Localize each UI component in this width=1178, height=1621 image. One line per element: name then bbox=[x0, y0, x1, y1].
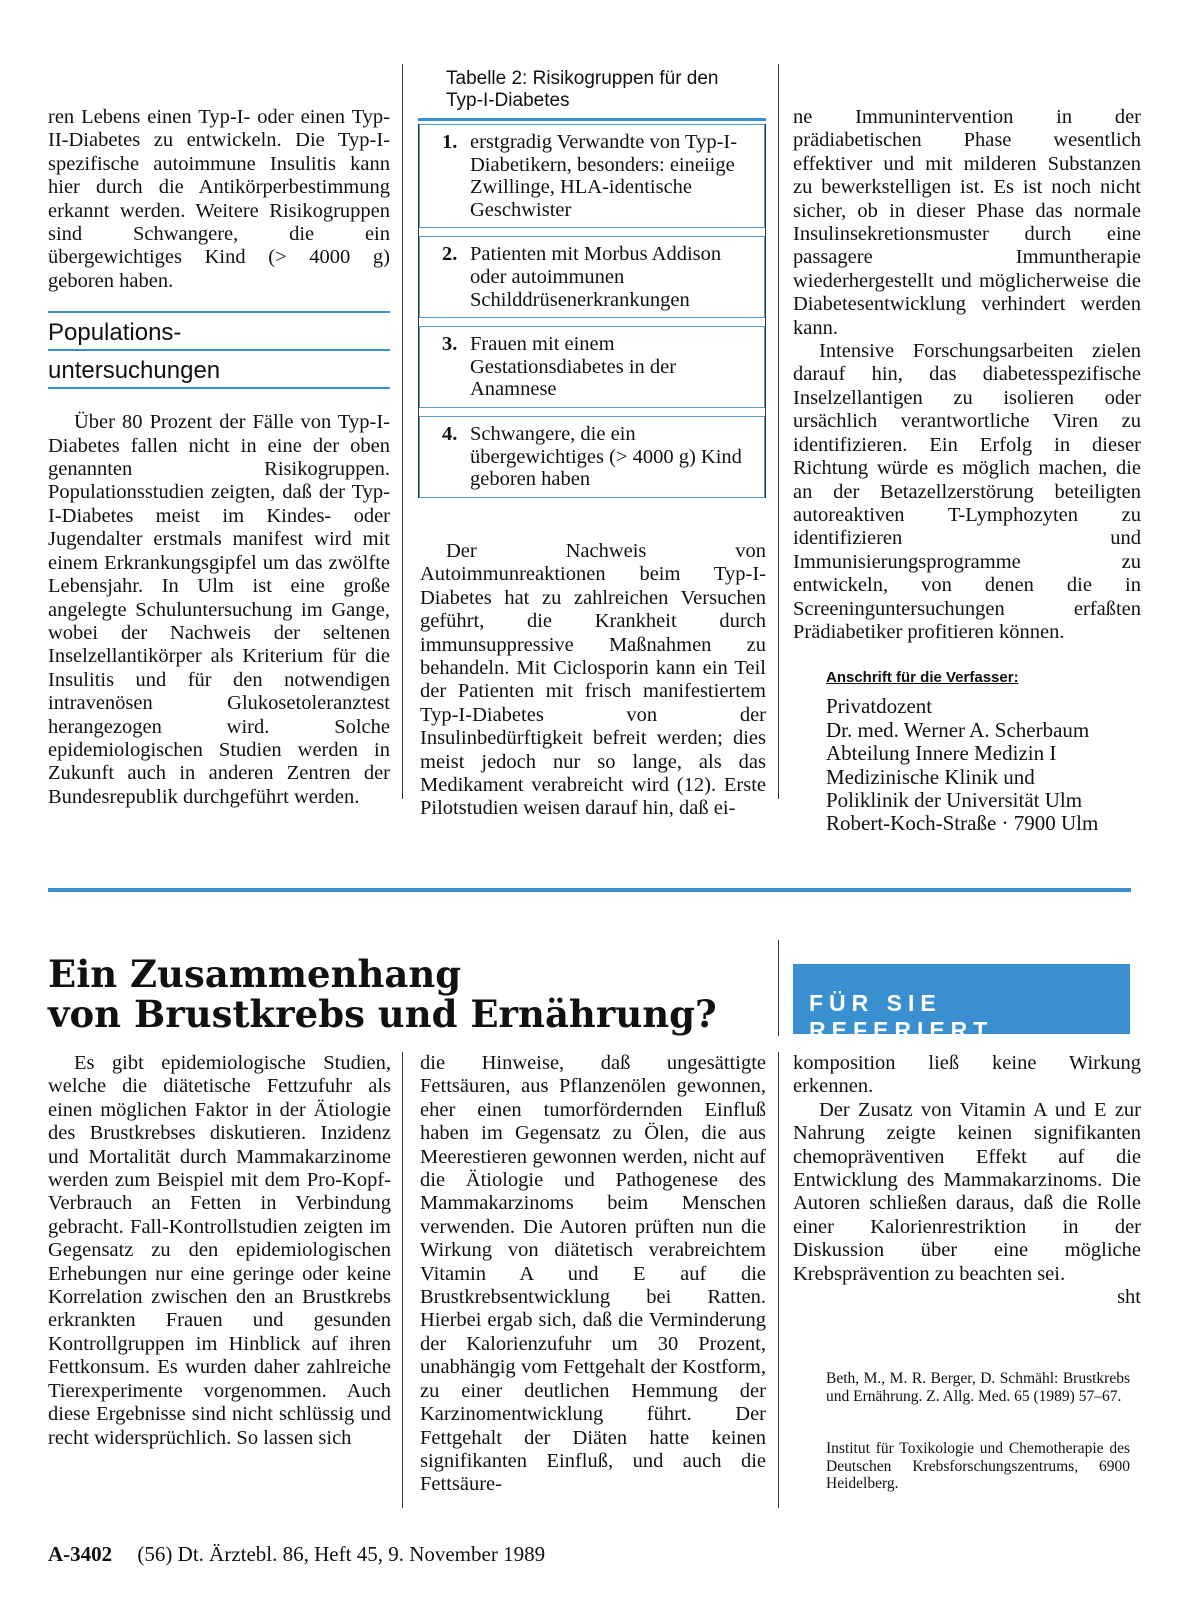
top-column-1 bbox=[48, 106, 390, 809]
article-column-3 bbox=[793, 1052, 1141, 1309]
column-rule bbox=[402, 64, 403, 799]
row-text: Patienten mit Morbus Addison oder autoimmunen Schilddrüsenerkrankungen bbox=[470, 243, 722, 311]
article-headline bbox=[48, 954, 748, 1034]
footer-text: (56) Dt. Ärztebl. 86, Heft 45, 9. November 1989 bbox=[137, 1542, 546, 1566]
column-rule bbox=[778, 64, 779, 799]
institute: Institut für Toxikologie und Chemotherapie des Deutschen Krebsforschungszentrums, 6900 Heidelberg. bbox=[826, 1440, 1130, 1492]
author-address bbox=[826, 666, 1146, 836]
paragraph: Über 80 Prozent der Fälle von Typ-I-Diabetes fallen nicht in eine der oben genannten Risikogruppen. Populationsstudien zeigten, daß der Typ-I-Diabetes meist im Kindes- oder Jugendalter erstmals manifest wird mit einem Erkrankungsgipfel um das zwölfte Lebensjahr. In Ulm ist eine große angelegte Schuluntersuchung im Gange, wobei der Nachweis der seltenen Inselzellantikörper als Kriterium für die Insulitis und für den notwendigen intravenösen Glukosetoleranztest herangezogen wird. Solche epidemiologischen Studien werden in Zukunft auch in anderen Zentren der Bundesrepublik durchgeführt werden. bbox=[48, 411, 390, 808]
citation: Beth, M., M. R. Berger, D. Schmähl: Brustkrebs und Ernährung. Z. Allg. Med. 65 (1989) 57–67. bbox=[826, 1370, 1130, 1405]
row-number: 3. bbox=[442, 333, 458, 356]
page-code: A-3402 bbox=[48, 1542, 113, 1566]
paragraph: Intensive Forschungsarbeiten zielen darauf hin, das diabetesspezifische Inselzellantigen zu isolieren oder ursächlich verantwortliche Viren zu identifizieren. Ein Erfolg in dieser Richtung würde es möglich machen, die an der Betazellzerstörung beteiligten autoreaktiven T-Lymphozyten zu identifizieren und Immunisierungsprogramme zu entwickeln, von denen die in Screeninguntersuchungen erfaßten Prädiabetiker profitieren können. bbox=[793, 340, 1141, 643]
top-column-3 bbox=[793, 106, 1141, 644]
address-label: Anschrift für die Verfasser: bbox=[826, 669, 1019, 686]
paragraph: Es gibt epidemiologische Studien, welche die diätetische Fettzufuhr als einen möglichen Faktor in der Ätiologie des Brustkrebses diskutieren. Inzidenz und Mortalität durch Mammakarzinome werden zum Beispiel mit dem Pro-Kopf-Verbrauch an Fetten in Verbindung gebracht. Fall-Kontrollstudien zeigten im Gegensatz zu den epidemiologischen Erhebungen nur eine geringe oder keine Korrelation zwischen den an Brustkrebs erkrankten Frauen und gesunden Kontrollgruppen im Hinblick auf ihren Fettkonsum. Es wurden daher zahlreiche Tierexperimente vorgenommen. Auch diese Ergebnisse sind nicht schlüssig und recht widersprüchlich. So lassen sich bbox=[48, 1052, 391, 1449]
section-heading-line-1: Populations- bbox=[48, 313, 390, 351]
table-title: Tabelle 2: Risikogruppen für den Typ-I-Diabetes bbox=[418, 64, 766, 121]
row-text: Frauen mit einem Gestationsdiabetes in der Anamnese bbox=[470, 333, 677, 401]
table-row bbox=[419, 236, 765, 318]
column-rule bbox=[402, 1052, 403, 1508]
paragraph: Der Nachweis von Autoimmunreaktionen beim Typ-I-Diabetes hat zu zahlreichen Versuchen geführt, die Krankheit durch immunsuppressive Maßnahmen zu behandeln. Mit Ciclosporin kann ein Teil der Patienten mit frisch manifestiertem Typ-I-Diabetes von der Insulinbedürftigkeit befreit werden; dies meist jedoch nur so lange, als das Medikament verabreicht wird (12). Erste Pilotstudien weisen darauf hin, daß ei- bbox=[420, 540, 766, 820]
author-signature: sht bbox=[1117, 1286, 1141, 1309]
article-column-2 bbox=[420, 1052, 766, 1497]
section-heading-line-2: untersuchungen bbox=[48, 351, 390, 389]
row-text: Schwangere, die ein übergewichtiges (> 4000 g) Kind geboren haben bbox=[470, 422, 742, 491]
table-row bbox=[419, 124, 765, 228]
section-divider bbox=[48, 888, 1131, 892]
section-heading bbox=[48, 311, 390, 389]
column-rule bbox=[778, 940, 779, 1036]
top-column-2 bbox=[420, 540, 766, 821]
section-badge bbox=[793, 964, 1130, 1043]
paragraph: ne Immunintervention in der prädiabetischen Phase wesentlich effektiver und mit milderen Substanzen zu bewerkstelligen ist. Es ist noch nicht sicher, ob in dieser Phase das normale Insulinsekretionsmuster durch eine passagere Immuntherapie wiederhergestellt und möglicherweise die Diabetesentwicklung verhindert werden kann. bbox=[793, 106, 1141, 339]
address-line: Abteilung Innere Medizin I bbox=[826, 741, 1057, 766]
address-line: Dr. med. Werner A. Scherbaum bbox=[826, 717, 1090, 742]
badge-label: FÜR SIE REFERIERT bbox=[809, 990, 994, 1043]
paragraph: ren Lebens einen Typ-I- oder einen Typ-II-Diabetes zu entwickeln. Die Typ-I-spezifische autoimmune Insulitis kann hier durch die Antikörperbestimmung erkannt werden. Weitere Risikogruppen sind Schwangere, die ein übergewichtiges Kind (> 4000 g) geboren haben. bbox=[48, 106, 390, 292]
paragraph: Der Zusatz von Vitamin A und E zur Nahrung zeigte keinen signifikanten chemopräventiven Effekt auf die Entwicklung des Mammakarzinoms. Die Autoren schließen daraus, daß die Rolle einer Kalorienrestriktion in der Diskussion über eine mögliche Krebsprävention zu beachten sei. bbox=[793, 1098, 1141, 1285]
article-column-1 bbox=[48, 1052, 391, 1450]
address-line: Medizinische Klinik und bbox=[826, 764, 1035, 789]
headline-line-2: von Brustkrebs und Ernährung? bbox=[48, 992, 717, 1036]
address-line: Robert-Koch-Straße · 7900 Ulm bbox=[826, 811, 1099, 836]
risk-groups-table bbox=[418, 64, 766, 530]
column-rule bbox=[778, 1052, 779, 1508]
table-body bbox=[418, 124, 766, 498]
page-footer bbox=[48, 1542, 545, 1567]
headline-line-1: Ein Zusammenhang bbox=[48, 952, 462, 996]
row-number: 4. bbox=[442, 422, 458, 445]
row-number: 1. bbox=[442, 131, 458, 153]
paragraph: die Hinweise, daß ungesättigte Fettsäuren, aus Pflanzenölen gewonnen, eher einen tumorfördernden Einfluß haben im Gegensatz zu Ölen, die aus Meerestieren gewonnen werden, nicht auf die Ätiologie und Pathogenese des Mammakarzinoms beim Menschen verwenden. Die Autoren prüften nun die Wirkung von diätetisch verabreichtem Vitamin A und E auf die Brustkrebsentwicklung bei Ratten. Hierbei ergab sich, daß die Verminderung der Kalorienzufuhr um 30 Prozent, unabhängig vom Fettgehalt der Kostform, zu einer deutlichen Hemmung der Karzinomentwicklung führt. Der Fettgehalt der Diäten hatte keinen signifikanten Einfluß, und auch die Fettsäure- bbox=[420, 1052, 766, 1496]
table-row bbox=[419, 326, 765, 408]
paragraph: komposition ließ keine Wirkung erkennen. bbox=[793, 1052, 1141, 1098]
table-row bbox=[419, 416, 765, 498]
signature-line bbox=[793, 1286, 1141, 1309]
row-text: erstgradig Verwandte von Typ-I-Diabetikern, besonders: eineiige Zwillinge, HLA-identische Geschwister bbox=[470, 131, 738, 221]
address-line: Poliklinik der Universität Ulm bbox=[826, 788, 1083, 813]
row-number: 2. bbox=[442, 243, 458, 266]
address-line: Privatdozent bbox=[826, 694, 933, 719]
